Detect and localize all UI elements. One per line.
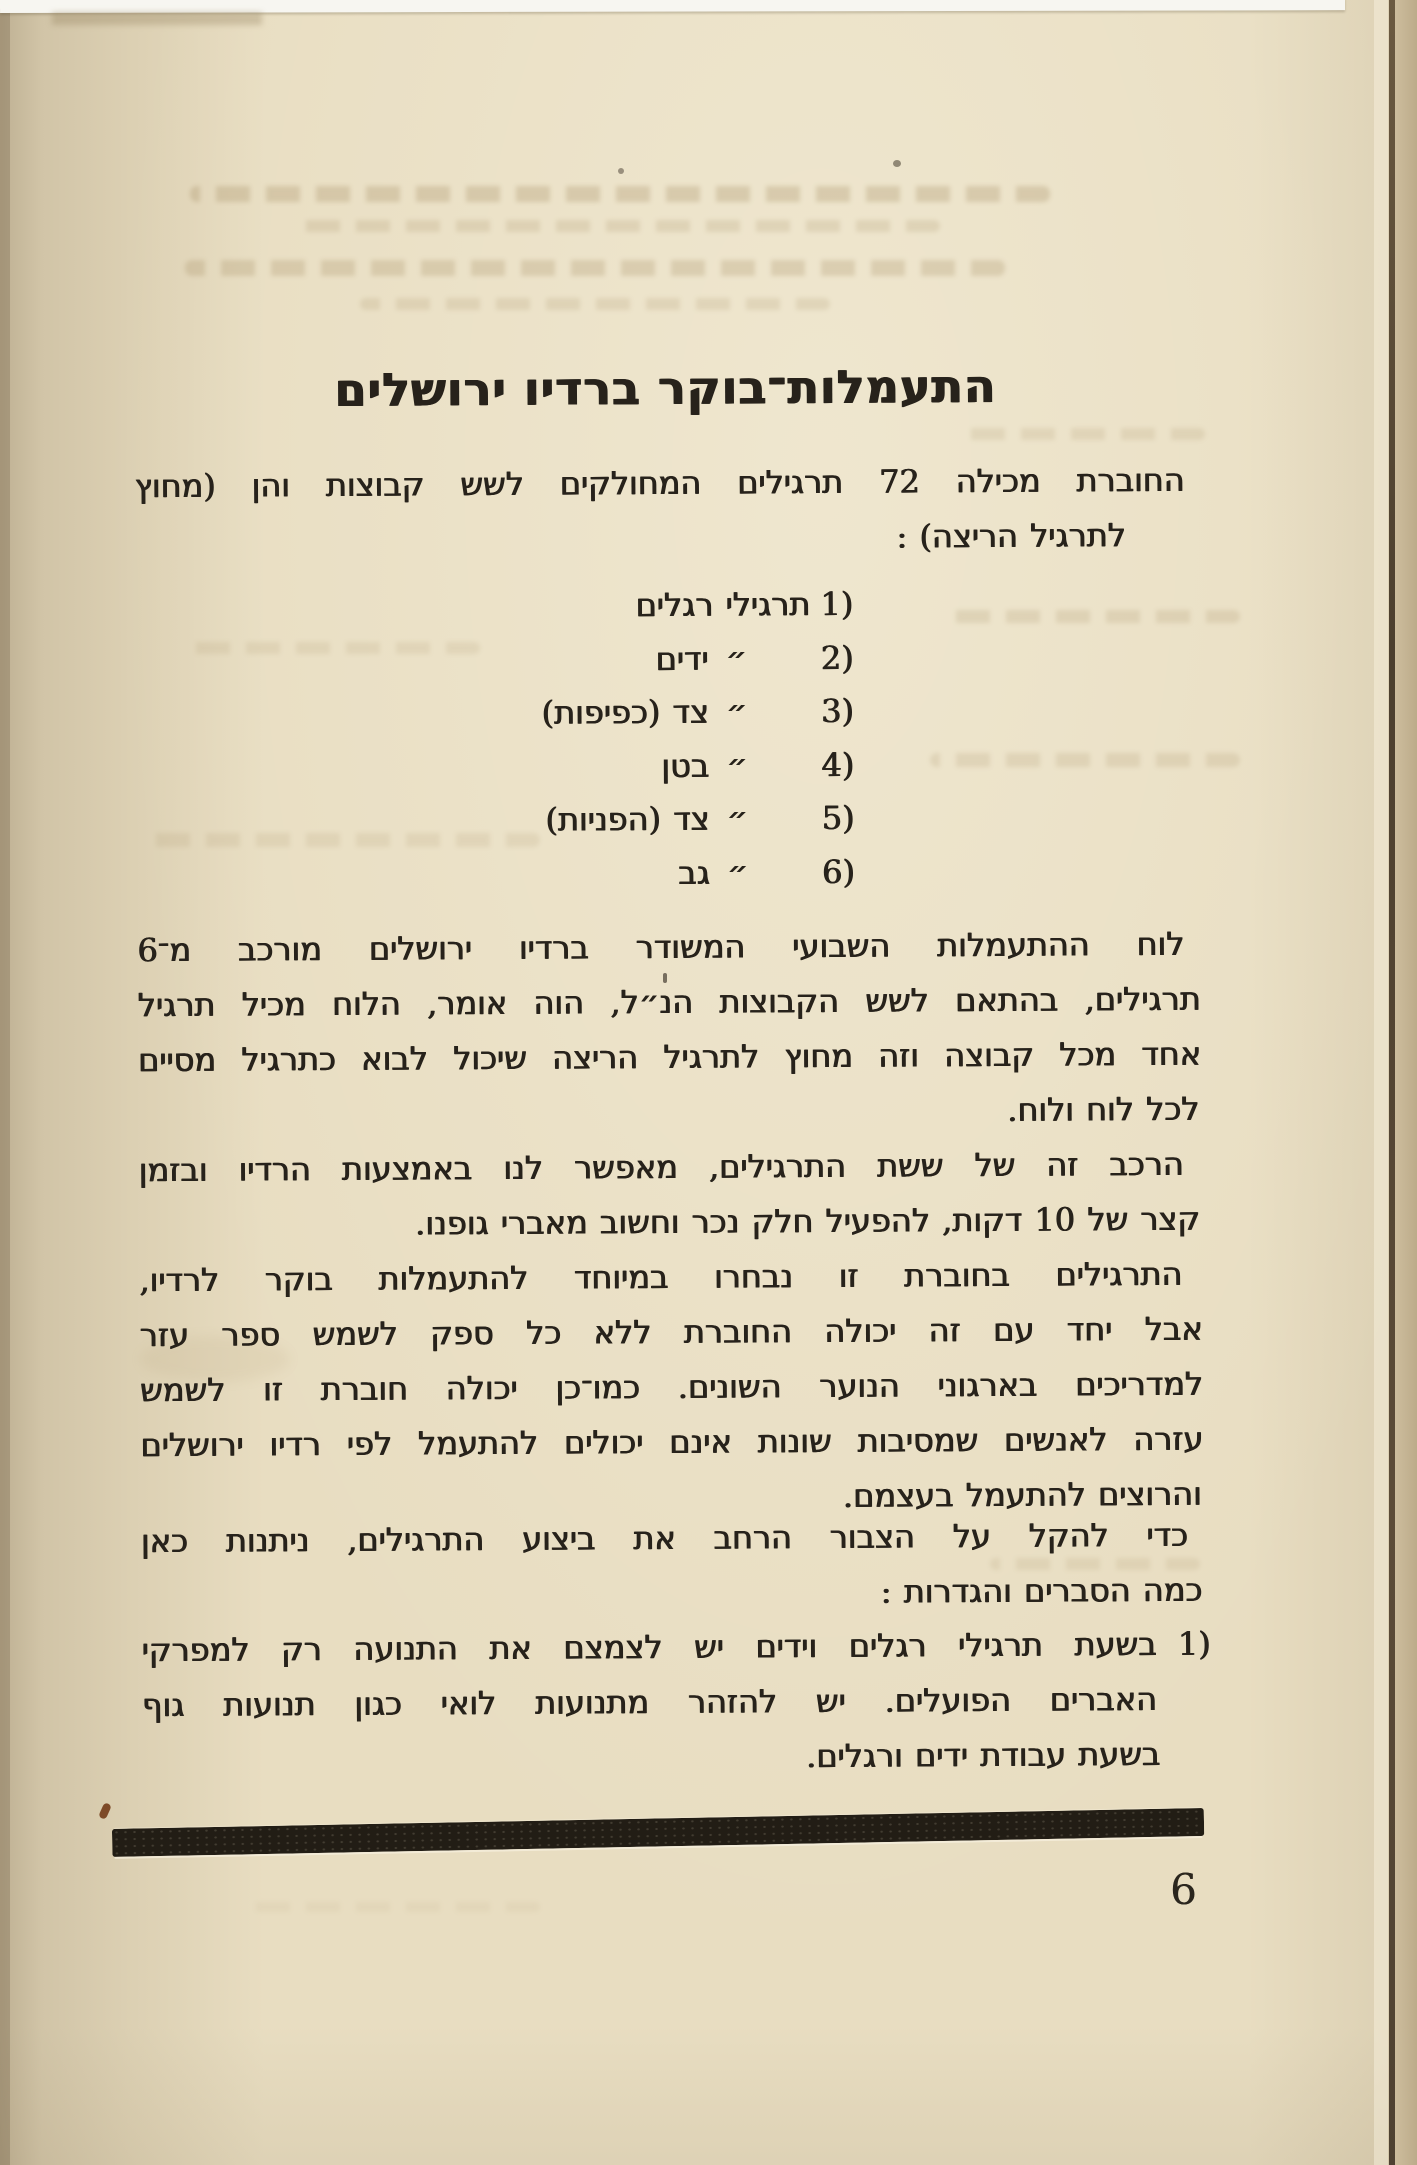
next-page-edge [1395, 0, 1417, 2165]
paragraph-line: התרגילים בחוברת זו נבחרו במיוחד להתעמלות בוקר לרדיו, [139, 1254, 1183, 1300]
paragraph-line: אחד מכל קבוצה וזה מחוץ לתרגיל הריצה שיכול לבוא כתרגיל מסיים [138, 1034, 1202, 1080]
list-item-label: ידים [655, 639, 709, 679]
ditto-mark: ״ [726, 746, 748, 785]
binding-shadow [0, 0, 10, 2165]
page-right-highlight [1374, 0, 1388, 2165]
list-item [136, 686, 1199, 738]
list-item-number: 2) [820, 638, 854, 678]
paragraph-line: בשעת תרגילי רגלים וידים יש לצמצם את התנועה רק למפרקי [141, 1625, 1157, 1670]
list-item [137, 847, 1200, 899]
list-item [136, 633, 1199, 685]
list-item-label: בטן [661, 746, 710, 786]
intro-line: לתרגיל הריצה) : [896, 516, 1127, 556]
list-item-number: 4) [821, 745, 855, 785]
list-item-number: 1) [820, 584, 854, 624]
paragraph-line: קצר של 10 דקות, להפעיל חלק נכר וחשוב מאברי גופנו. [415, 1199, 1201, 1243]
paragraph-line: אבל יחד עם זה יכולה החוברת ללא כל ספק לשמש ספר עזר [139, 1309, 1203, 1355]
list-item-number: 5) [821, 798, 855, 838]
paragraph-line: למדריכים בארגוני הנוער השונים. כמו־כן יכולה חוברת זו לשמש [140, 1364, 1204, 1410]
paragraph-line: בשעת עבודת ידים ורגלים. [806, 1735, 1161, 1776]
ditto-mark: ״ [725, 639, 747, 678]
list-item-label: צד (הפניות) [545, 799, 710, 839]
list-item-number: 6) [822, 852, 856, 892]
paragraph-line: לוח ההתעמלות השבועי המשודר ברדיו ירושלים מורכב מ־6 [137, 924, 1185, 970]
page-title: התעמלות־בוקר ברדיו ירושלים [334, 358, 997, 418]
page-number: 6 [1170, 1865, 1197, 1914]
ditto-mark: ״ [727, 853, 749, 892]
list-item [136, 740, 1199, 792]
list-item-label: צד (כפיפות) [541, 692, 710, 732]
ditto-mark: ״ [726, 799, 748, 838]
paragraph-line: הרכב זה של ששת התרגילים, מאפשר לנו באמצעות הרדיו ובזמן [138, 1144, 1184, 1190]
paragraph-line: תרגילים, בהתאם לשש הקבוצות הנ״ל, הוה אומר, הלוח מכיל תרגיל [137, 979, 1201, 1025]
paragraph-line: האברים הפועלים. יש להזהר מתנועות לואי כגון תנועות גוף [142, 1680, 1158, 1725]
list-item-label: תרגילי רגלים [635, 585, 811, 625]
paragraph-line: והרוצים להתעמל בעצמם. [842, 1474, 1202, 1515]
paragraph-line: לכל לוח ולוח. [1007, 1089, 1200, 1129]
paragraph-line: עזרה לאנשים שמסיבות שונות אינם יכולים להתעמל לפי רדיו ירושלים [140, 1419, 1204, 1465]
list-item-number: 3) [821, 691, 855, 731]
list-item [137, 793, 1200, 845]
explanation-number: 1) [1177, 1624, 1211, 1663]
ditto-mark: ״ [726, 692, 748, 731]
intro-line: החוברת מכילה 72 תרגילים המחולקים לשש קבוצות והן (מחוץ [134, 460, 1185, 506]
paragraph-line: כמה הסברים והגדרות : [880, 1570, 1203, 1611]
list-item-label: גב [678, 853, 711, 892]
list-item [135, 579, 1198, 631]
paragraph-line: כדי להקל על הצבור הרחב את ביצוע התרגילים, ניתנות כאן [140, 1515, 1189, 1561]
